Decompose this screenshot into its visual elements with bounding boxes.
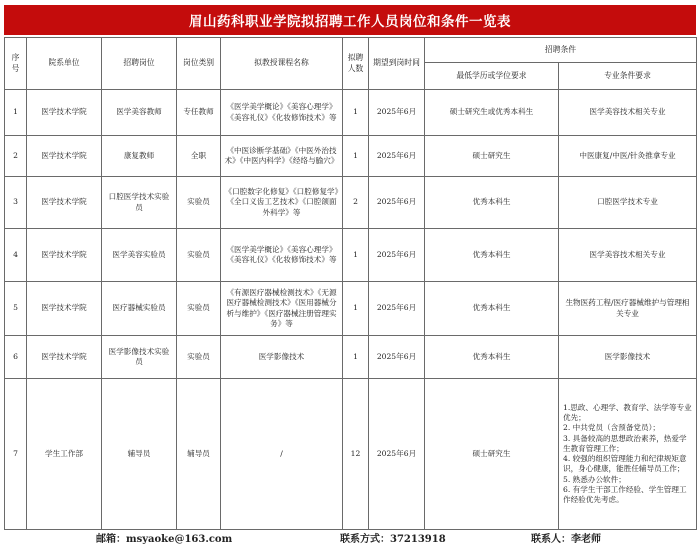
requirement-item: 1.思政、心理学、教育学、法学等专业优先； (563, 402, 692, 422)
cell-count: 12 (343, 379, 369, 530)
header-courses: 拟教授课程名称 (221, 38, 343, 90)
cell-major: 生物医药工程/医疗器械维护与管理相关专业 (559, 282, 697, 336)
cell-no: 1 (5, 90, 27, 136)
cell-major: 医学影像技术 (559, 336, 697, 379)
requirement-item: 2. 中共党员（含预备党员）； (563, 423, 660, 433)
table-row (5, 379, 697, 530)
cell-date: 2025年6月 (369, 90, 425, 136)
cell-major: 口腔医学技术专业 (559, 177, 697, 229)
cell-major: 医学美容技术相关专业 (559, 90, 697, 136)
cell-dept: 医学技术学院 (27, 229, 102, 282)
cell-count: 1 (343, 229, 369, 282)
cell-category: 实验员 (177, 177, 221, 229)
header-dept: 院系单位 (27, 38, 102, 90)
cell-post: 辅导员 (102, 379, 177, 530)
cell-courses: 《中医诊断学基础》《中医外治技术》《中医内科学》《经络与腧穴》 (221, 136, 343, 177)
cell-major-list (559, 379, 697, 530)
cell-major: 中医康复/中医/针灸推拿专业 (559, 136, 697, 177)
cell-dept: 学生工作部 (27, 379, 102, 530)
cell-no: 6 (5, 336, 27, 379)
header-count: 拟聘人数 (343, 38, 369, 90)
footer-email: 邮箱：msyaoke@163.com (96, 534, 233, 545)
cell-education: 优秀本科生 (425, 336, 559, 379)
header-category: 岗位类别 (177, 38, 221, 90)
cell-dept: 医学技术学院 (27, 282, 102, 336)
cell-dept: 医学技术学院 (27, 336, 102, 379)
cell-date: 2025年6月 (369, 336, 425, 379)
header-no: 序号 (5, 38, 27, 90)
cell-courses: 《医学美学概论》《美容心理学》《美容礼仪》《化妆修饰技术》等 (221, 90, 343, 136)
cell-no: 7 (5, 379, 27, 530)
header-education: 最低学历或学位要求 (425, 63, 559, 90)
cell-dept: 医学技术学院 (27, 90, 102, 136)
cell-category: 专任教师 (177, 90, 221, 136)
cell-no: 2 (5, 136, 27, 177)
cell-major: 医学美容技术相关专业 (559, 229, 697, 282)
cell-education: 硕士研究生 (425, 379, 559, 530)
header-date: 期望到岗时间 (369, 38, 425, 90)
cell-count: 1 (343, 336, 369, 379)
cell-education: 优秀本科生 (425, 177, 559, 229)
cell-no: 5 (5, 282, 27, 336)
footer (0, 528, 700, 546)
cell-no: 3 (5, 177, 27, 229)
cell-category: 全职 (177, 136, 221, 177)
table-row (5, 336, 697, 379)
table-row (5, 282, 697, 336)
cell-date: 2025年6月 (369, 379, 425, 530)
cell-dept: 医学技术学院 (27, 177, 102, 229)
header-post: 招聘岗位 (102, 38, 177, 90)
cell-post: 医学影像技术实验员 (102, 336, 177, 379)
cell-category: 辅导员 (177, 379, 221, 530)
cell-category: 实验员 (177, 336, 221, 379)
footer-phone: 联系方式：37213918 (340, 534, 446, 545)
requirement-item: 6. 有学生干部工作经验、学生管理工作经验优先考虑。 (563, 484, 687, 504)
cell-date: 2025年6月 (369, 136, 425, 177)
cell-count: 2 (343, 177, 369, 229)
requirement-item: 3. 具备较高的思想政治素养，热爱学生教育管理工作； (563, 433, 687, 453)
cell-count: 1 (343, 136, 369, 177)
cell-post: 医学美容实验员 (102, 229, 177, 282)
cell-date: 2025年6月 (369, 282, 425, 336)
table-row (5, 229, 697, 282)
header-row (5, 38, 697, 63)
cell-dept: 医学技术学院 (27, 136, 102, 177)
cell-post: 口腔医学技术实验员 (102, 177, 177, 229)
cell-post: 医疗器械实验员 (102, 282, 177, 336)
cell-courses: / (221, 379, 343, 530)
requirement-item: 5. 熟悉办公软件； (563, 474, 626, 484)
cell-post: 康复教师 (102, 136, 177, 177)
cell-courses: 医学影像技术 (221, 336, 343, 379)
cell-date: 2025年6月 (369, 229, 425, 282)
table-row (5, 90, 697, 136)
table-row (5, 177, 697, 229)
cell-no: 4 (5, 229, 27, 282)
cell-date: 2025年6月 (369, 177, 425, 229)
requirement-item: 4. 较强的组织管理能力和纪律规矩意识，身心健康，能胜任辅导员工作； (563, 454, 687, 474)
cell-education: 优秀本科生 (425, 282, 559, 336)
cell-count: 1 (343, 90, 369, 136)
footer-contact: 联系人：李老师 (531, 534, 601, 545)
cell-education: 优秀本科生 (425, 229, 559, 282)
cell-courses: 《医学美学概论》《美容心理学》《美容礼仪》《化妆修饰技术》等 (221, 229, 343, 282)
positions-table (4, 37, 697, 530)
table-row (5, 136, 697, 177)
cell-education: 硕士研究生 (425, 136, 559, 177)
cell-category: 实验员 (177, 229, 221, 282)
cell-education: 硕士研究生或优秀本科生 (425, 90, 559, 136)
header-major: 专业条件要求 (559, 63, 697, 90)
cell-courses: 《有源医疗器械检测技术》《无源医疗器械检测技术》《医用器械分析与维护》《医疗器械注册管理实务》等 (221, 282, 343, 336)
cell-category: 实验员 (177, 282, 221, 336)
header-conditions: 招聘条件 (425, 38, 697, 63)
page-title: 眉山药科职业学院拟招聘工作人员岗位和条件一览表 (4, 5, 696, 35)
cell-courses: 《口腔数字化修复》《口腔修复学》《全口义齿工艺技术》《口腔颌面外科学》等 (221, 177, 343, 229)
cell-post: 医学美容教师 (102, 90, 177, 136)
cell-count: 1 (343, 282, 369, 336)
